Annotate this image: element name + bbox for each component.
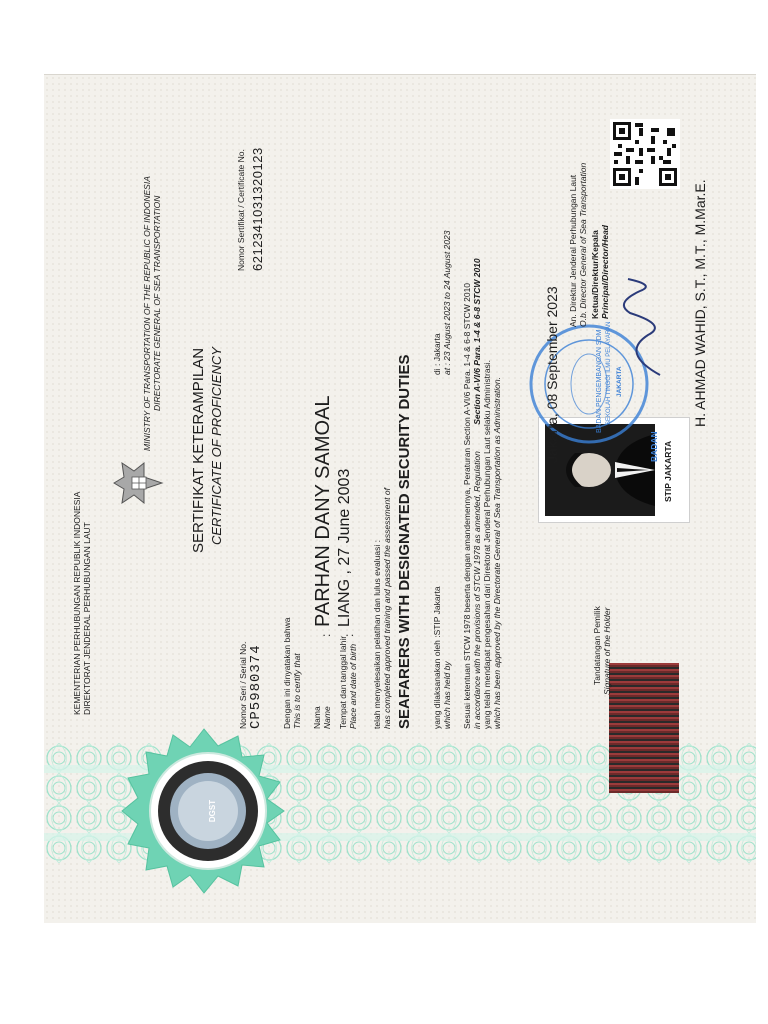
regulation-line1-id: Sesuai ketentuan STCW 1978 beserta dengan amandemennya, Peraturan Section A-VI/6 Para. 1-4 & 6-8 STCW 2010 — [462, 282, 472, 729]
regulation-line1-en-reg: Section A-VI/6 Para. 1-4 & 6-8 STCW 2010 — [472, 258, 482, 425]
photo-stamp-text-2: BADAN — [649, 431, 659, 462]
issue-role-en: Principal/Director/Head — [600, 224, 610, 319]
issue-place-date: Jakarta, 08 September 2023 — [544, 286, 560, 463]
issue-role-id: Ketua/Direktur/Kepala — [590, 230, 600, 319]
qr-code-icon — [610, 119, 680, 189]
ministry-en-2: DIRECTORATE GENERAL OF SEA TRANSPORTATION — [152, 195, 162, 411]
serial-value: CP5980374 — [248, 644, 264, 729]
birth-label-id: Tempat dan tanggal lahir — [338, 635, 348, 729]
name-label-en: Name — [322, 706, 332, 729]
photo-stamp-text: STIP JAKARTA — [663, 440, 673, 502]
ministry-en-1: MINISTRY OF TRANSPORTATION OF THE REPUBLIC OF INDONESIA — [142, 176, 152, 451]
regulation-line1-en: in accordance with the provisions of STCW 1978 as amended, Regulation — [472, 451, 482, 729]
certify-en: This is to certify that — [292, 653, 302, 729]
issue-for-id: An. Direktur Jenderal Perhubungan Laut — [568, 174, 578, 327]
held-id: yang dilaksanakan oleh :STIP Jakarta — [432, 586, 442, 729]
regulation-line2-id: yang telah mendapat pengesahan dari Direktorat Jenderal Perhubungan Laut selaku Administrasi. — [482, 359, 492, 729]
certify-id: Dengan ini dinyatakan bahwa — [282, 617, 292, 729]
regulation-line2-en: which has been approved by the Directorate General of Sea Transportation as Administration. — [492, 377, 502, 729]
holder-name: PARHAN DANY SAMOAL — [312, 395, 334, 627]
name-label-id: Nama — [312, 706, 322, 729]
official-signature — [610, 273, 680, 383]
place-prefix: di : — [432, 363, 442, 375]
garuda-emblem-icon — [110, 459, 170, 507]
birth-label-en: Place and date of birth — [348, 643, 358, 729]
certificate-paper — [44, 74, 756, 923]
stamp-line2: SEKOLAH TINGGI ILMU PELAYARAN — [606, 321, 612, 425]
holder-signature-label-en: Signature of the Holder — [602, 607, 612, 695]
certificate-content: DGST KEMENTERIAN PERHUBUNGAN REPUBLIK INDONESIA DIREKTORAT JENDERAL PERHUBUNGAN LAUT MINISTRY OF TRANSPORTATION OF THE REPUBLIC OF INDONESIA DIRECTORATE GENERAL OF SEA TRANSPORTATION SERTIFIKAT KETERAMPILAN CERTIFICATE OF PROFICIENCY Nomor Sertifikat / Certificate No. 6212341031320123 Nomor Seri / Serial No. CP5980374 Dengan ini dinyatakan bahwa This is to certify that Nama Name : PARHAN DANY SAMOAL Tempat dan tanggal lahir Place and date of birth : LIANG , 27 June 2003 telah menyelesaikan pelatihan dan lulus evaluasi : has completed approved training and passed the assessment of SEAFARERS WITH DESIGNATED SECURITY DUTIES yang dilaksanakan oleh :STIP Jakarta which has held by di : Jakarta at : 23 August 2023 to 24 August 2023 Sesuai ketentuan STCW 1978 beserta dengan amandemennya, Peraturan Section A-VI/6 Para. 1-4 & 6-8 STCW 2010 in accordance with the provisions of STCW 1978 as amended, Regulation Section A-VI/6 Para. 1-4 & 6-8 STCW 2010 yang telah mendapat pengesahan dari Direktorat Jenderal Perhubungan Laut selaku Administrasi. which has been approved by the Directorate General of Sea Transportation as Administration. Tandatangan Pemilik Signature of the Holder STIP JAKARTA BADAN BADAN PENGEMBANGAN SDM SEKOLAH TINGGI ILMU PELAYARAN JAKARTA Jakarta, 08 September 2023 An. Direktur Jenderal Perhubungan Laut O.b. Director General of Sea Transportation Ketua/Direktur/Kepala Principal/Director/Head H. AHMAD WAHID, S.T., M.T., M.Mar.E. — [44, 75, 756, 923]
at-prefix: at : — [442, 363, 452, 375]
holder-signature-label-id: Tandatangan Pemilik — [592, 606, 602, 685]
course-name: SEAFARERS WITH DESIGNATED SECURITY DUTIES — [396, 354, 413, 729]
held-en: which has held by — [442, 661, 452, 729]
completed-en: has completed approved training and passed the assessment of — [382, 488, 392, 729]
cert-number-value: 6212341031320123 — [250, 147, 265, 271]
stamp-line1: BADAN PENGEMBANGAN SDM — [596, 329, 603, 433]
signatory-name: H. AHMAD WAHID, S.T., M.T., M.Mar.E. — [692, 179, 708, 427]
issue-for-en: O.b. Director General of Sea Transportation — [578, 162, 588, 327]
title-en: CERTIFICATE OF PROFICIENCY — [209, 347, 224, 545]
period: 23 August 2023 to 24 August 2023 — [442, 230, 452, 361]
completed-id: telah menyelesaikan pelatihan dan lulus evaluasi : — [372, 539, 382, 729]
round-seal-icon — [118, 721, 298, 901]
stamp-line3: JAKARTA — [616, 366, 623, 397]
svg-text:DGST: DGST — [208, 799, 217, 823]
title-id: SERTIFIKAT KETERAMPILAN — [190, 347, 207, 553]
birth-value: LIANG , 27 June 2003 — [336, 468, 353, 627]
serial-label: Nomor Seri / Serial No. — [238, 641, 248, 729]
place-value: Jakarta — [432, 333, 442, 362]
cert-number-label: Nomor Sertifikat / Certificate No. — [236, 149, 246, 271]
name-colon: : — [319, 633, 333, 637]
birth-colon: : — [342, 633, 356, 637]
holder-signature-strip — [609, 663, 679, 793]
